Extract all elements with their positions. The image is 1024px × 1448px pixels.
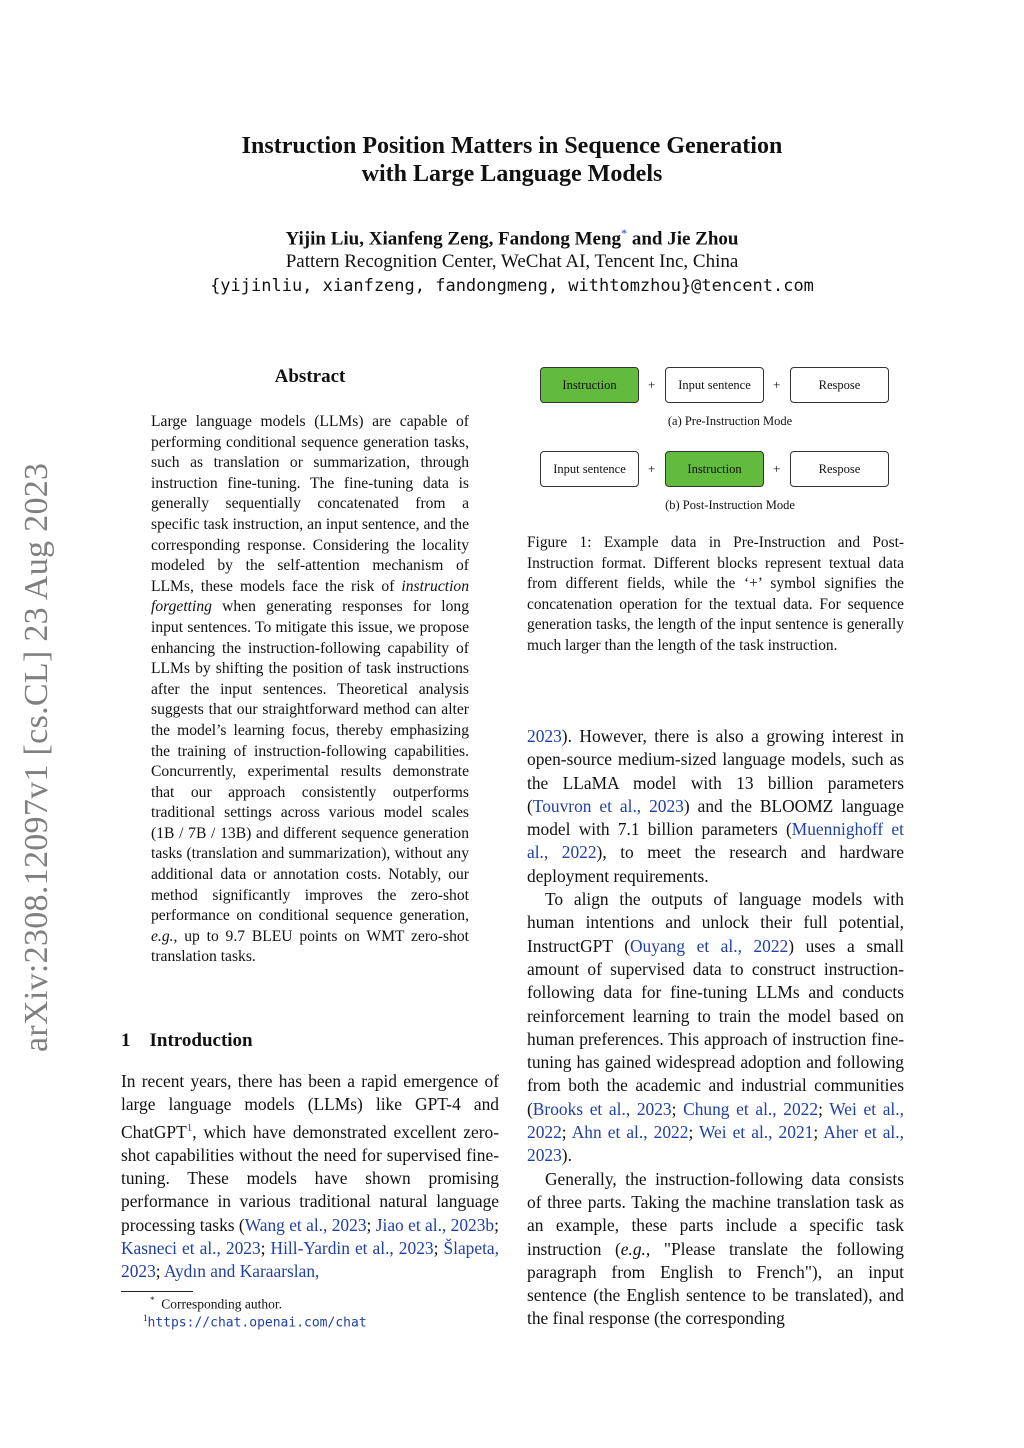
footnote-corresponding bbox=[150, 1295, 282, 1313]
citation-link[interactable]: Muennighoff et al., 2022 bbox=[527, 819, 904, 863]
footnote-url-link[interactable]: https://chat.openai.com/chat bbox=[147, 1315, 367, 1331]
abstract-body bbox=[151, 412, 469, 968]
author-list bbox=[0, 226, 1024, 250]
para-text: Generally, the instruction-following data consists of three parts. Taking the machine translation task as an example, these parts include a specific task instruction ( bbox=[527, 1168, 904, 1259]
author-last: and Jie Zhou bbox=[627, 228, 739, 250]
abstract-heading: Abstract bbox=[274, 366, 346, 387]
citation-link[interactable]: Chung et al., 2022 bbox=[683, 1098, 819, 1119]
citation-sep: ; bbox=[260, 1237, 271, 1258]
fig-a-plus-1: + bbox=[648, 377, 656, 392]
section-number: 1 bbox=[121, 1030, 131, 1051]
author-emails: {yijinliu, xianfzeng, fandongmeng, withtomzhou}@tencent.com bbox=[210, 276, 814, 296]
fig-a-instruction-block: Instruction bbox=[540, 367, 639, 403]
para-text: ). However, there is also a growing interest in open-source medium-sized language models, such as the LLaMA model with 13 billion parameters ( bbox=[527, 726, 904, 816]
citation-sep: ; bbox=[671, 1098, 684, 1119]
para-text: "Please translate the following paragraph from English to French"), an input sentence (the English sentence to be translated), and the final response (the corresponding bbox=[527, 1238, 904, 1329]
fig-b-plus-1: + bbox=[648, 461, 656, 476]
fig-a-label: (a) Pre-Instruction Mode bbox=[667, 414, 793, 428]
para-text: ), to meet the research and hardware deployment requirements. bbox=[527, 842, 905, 886]
para-text: ) and the BLOOMZ language model with 7.1 billion parameters ( bbox=[527, 795, 905, 840]
citation-sep: ; bbox=[366, 1214, 376, 1235]
footnote-ref-1[interactable]: 1 bbox=[186, 1121, 193, 1134]
citation-link[interactable]: Hill-Yardin et al., 2023 bbox=[270, 1237, 434, 1258]
fig-a-input-block: Input sentence bbox=[665, 367, 764, 403]
citation-link[interactable]: Wang et al., 2023 bbox=[244, 1214, 367, 1235]
para-text: ) uses a small amount of supervised data to construct instruction-following data for fine-tuning LLMs and conducts reinforcement learning to train the model based on human preferences. This approach of instruction fine-tuning has gained widespread adoption and following from both the academic and industrial communities ( bbox=[527, 935, 904, 1119]
figure-1-caption: Figure 1: Example data in Pre-Instruction and Post-Instruction format. Different blocks represent textual data from different fields, while the ‘+’ symbol signifies the concatenation operation for the textual data. For sequence generation tasks, the length of the input sentence is generally much larger than the length of the task instruction. bbox=[527, 534, 904, 654]
footnote-star: * bbox=[150, 1295, 155, 1305]
fig-b-response-block: Respose bbox=[790, 451, 889, 487]
fig-b-input-block: Input sentence bbox=[540, 451, 639, 487]
abstract-part-1: Large language models (LLMs) are capable of performing conditional sequence generation tasks, such as translation or summarization, through instruction fine-tuning. The fine-tuning data is generally sequentially concatenated from a specific task instruction, an input sentence, and the corresponding response. Considering the locality modeled by the self-attention mechanism of LLMs, these models face the risk of bbox=[151, 413, 469, 595]
corresponding-star: * bbox=[621, 226, 628, 240]
citation-link[interactable]: Ouyang et al., 2022 bbox=[630, 935, 789, 956]
paper-title bbox=[0, 132, 1024, 188]
title-line-2: with Large Language Models bbox=[361, 161, 663, 187]
paragraph-instructgpt bbox=[527, 888, 904, 1168]
para-text: ). bbox=[561, 1145, 572, 1166]
footnote-url bbox=[143, 1313, 367, 1331]
citation-link[interactable]: Ahn et al., 2022 bbox=[571, 1122, 689, 1143]
affiliation: Pattern Recognition Center, WeChat AI, Tencent Inc, China bbox=[285, 251, 739, 272]
footnote-rule bbox=[121, 1291, 193, 1292]
abstract-part-2: when generating responses for long input sentences. To mitigate this issue, we propose enhancing the instruction-following capability of LLMs by shifting the position of task instructions after the input sentences. Theoretical analysis suggests that our straightforward method can alter the model’s learning focus, thereby emphasizing the training of instruction-following capabilities. Concurrently, experimental results demonstrate that our approach consistently outperforms traditional settings across various model scales (1B / 7B / 13B) and different sequence generation tasks (translation and summarization), without any additional data or annotation costs. Notably, our method significantly improves the zero-shot performance on conditional sequence generation, bbox=[151, 598, 469, 925]
citation-link[interactable]: Brooks et al., 2023 bbox=[532, 1098, 672, 1119]
citation-sep: ; bbox=[813, 1122, 824, 1143]
citation-link[interactable]: Aydın and Karaarslan, bbox=[164, 1261, 320, 1282]
para-text: To align the outputs of language models with human intentions and unlock their full potential, InstructGPT ( bbox=[527, 889, 904, 956]
fig-b-instruction-block: Instruction bbox=[665, 451, 764, 487]
abstract-emphasis: instruction forgetting bbox=[151, 577, 469, 616]
citation-link[interactable]: 2023 bbox=[527, 726, 562, 746]
citation-sep: ; bbox=[688, 1122, 700, 1143]
abstract-part-3: up to 9.7 BLEU points on WMT zero-shot translation tasks. bbox=[151, 927, 469, 966]
fig-b-plus-2: + bbox=[773, 461, 781, 476]
section-title: Introduction bbox=[149, 1030, 253, 1051]
citation-link[interactable]: Jiao et al., 2023b bbox=[375, 1214, 495, 1235]
fig-b-label: (b) Post-Instruction Mode bbox=[665, 498, 795, 512]
fig-a-response-block: Respose bbox=[790, 367, 889, 403]
section-heading-introduction bbox=[121, 1030, 253, 1052]
paragraph-open-source bbox=[527, 725, 904, 888]
author-names: Yijin Liu, Xianfeng Zeng, Fandong Meng bbox=[285, 228, 622, 250]
intro-paragraph-1 bbox=[121, 1070, 499, 1283]
arxiv-identifier: arXiv:2308.12097v1 [cs.CL] 23 Aug 2023 bbox=[18, 462, 55, 1052]
citation-link[interactable]: Kasneci et al., 2023 bbox=[121, 1237, 261, 1258]
citation-sep: ; bbox=[494, 1214, 499, 1235]
citation-link[interactable]: Wei et al., 2022 bbox=[527, 1098, 904, 1143]
intro-text-b: , which have demonstrated excellent zero-shot capabilities without the need for supervised fine-tuning. These models have shown promising performance in various traditional natural language processing tasks ( bbox=[121, 1121, 499, 1235]
paragraph-three-parts bbox=[527, 1168, 904, 1331]
citation-link[interactable]: Touvron et al., 2023 bbox=[532, 795, 684, 816]
footnote-corresponding-text: Corresponding author. bbox=[161, 1296, 282, 1312]
citation-sep: ; bbox=[561, 1122, 572, 1143]
citation-sep: ; bbox=[155, 1261, 165, 1282]
abstract-eg: e.g., bbox=[151, 927, 178, 945]
citation-link[interactable]: Wei et al., 2021 bbox=[699, 1122, 814, 1143]
title-line-1: Instruction Position Matters in Sequence Generation bbox=[241, 133, 783, 159]
citation-sep: ; bbox=[433, 1237, 444, 1258]
fig-a-plus-2: + bbox=[773, 377, 781, 392]
citation-link[interactable]: Aher et al., 2023 bbox=[527, 1122, 904, 1166]
para-emphasis: e.g., bbox=[620, 1238, 651, 1259]
citation-link[interactable]: Šlapeta, 2023 bbox=[121, 1237, 499, 1282]
footnote-number: 1 bbox=[143, 1313, 148, 1323]
right-column-body bbox=[527, 725, 904, 1331]
intro-text-a: In recent years, there has been a rapid emergence of large language models (LLMs) like GPT-4 and ChatGPT bbox=[121, 1071, 499, 1142]
citation-sep: ; bbox=[818, 1098, 830, 1119]
